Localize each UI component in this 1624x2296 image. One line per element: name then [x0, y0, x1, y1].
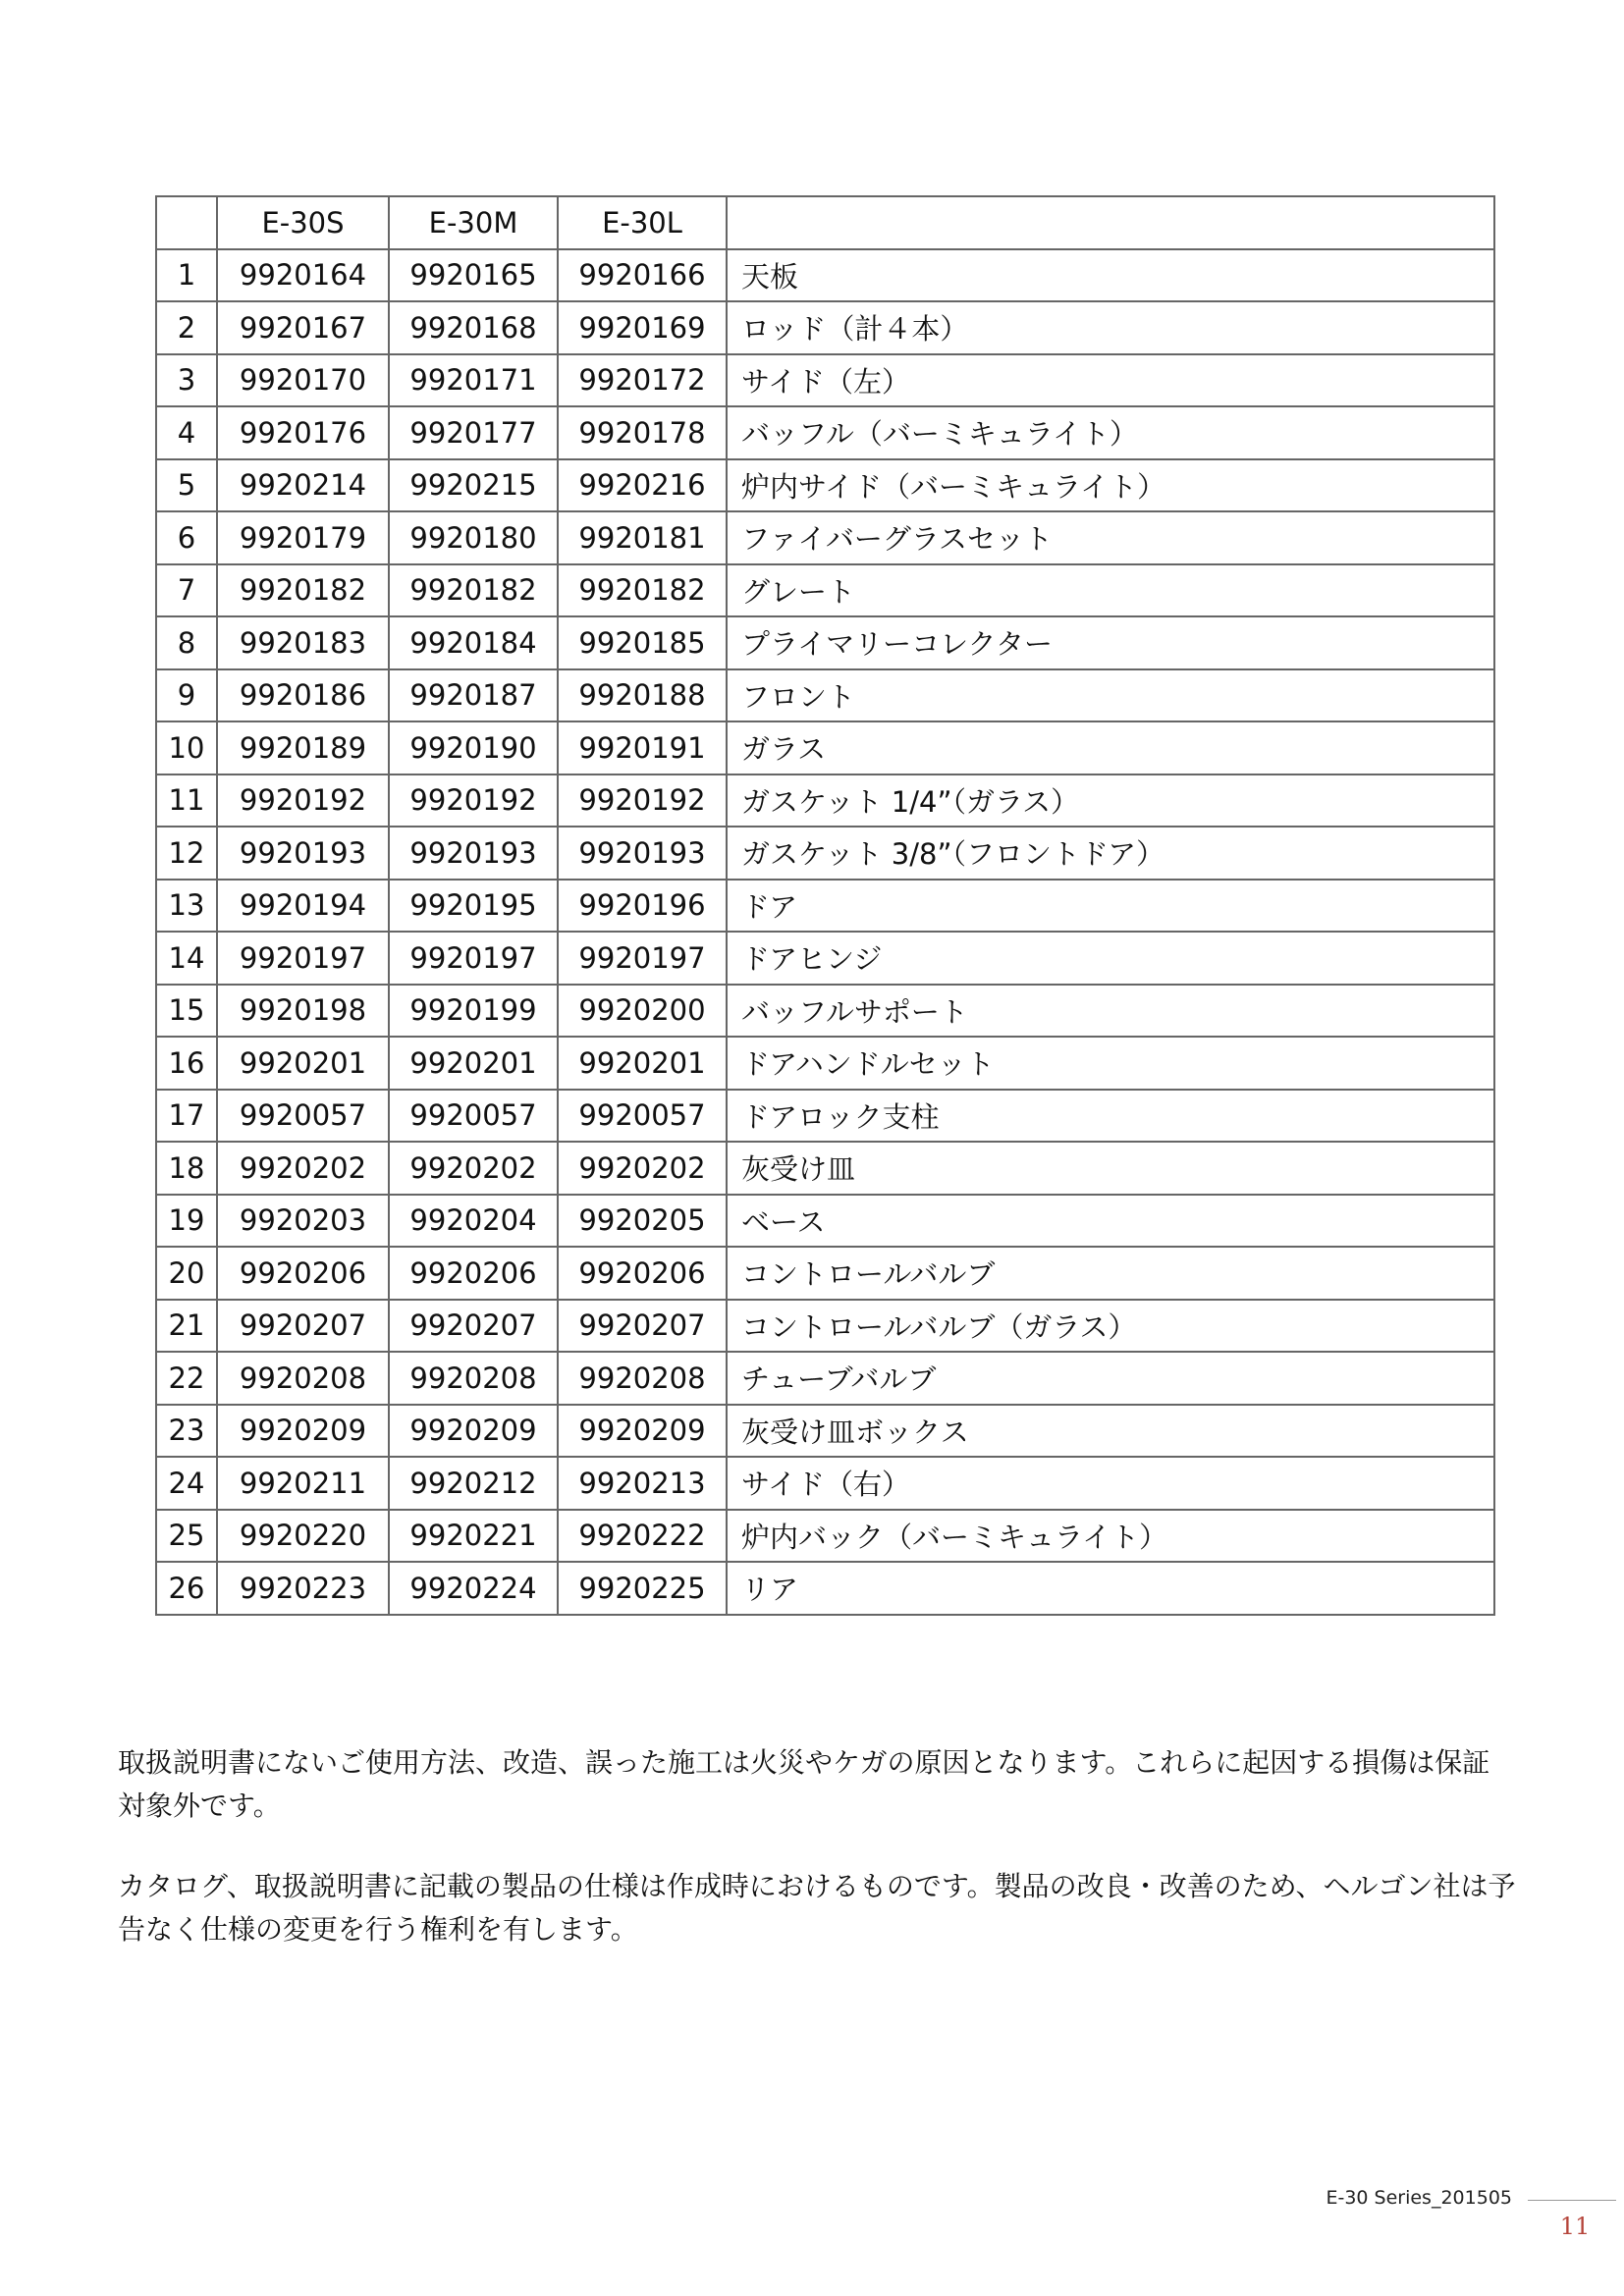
- part-number-e30l: 9920182: [558, 564, 727, 617]
- header-index: [156, 196, 217, 249]
- part-number-e30s: 9920220: [217, 1510, 389, 1563]
- table-row: [156, 774, 1494, 828]
- part-number-e30m: 9920192: [389, 774, 558, 828]
- row-index: 13: [156, 880, 217, 933]
- table-row: [156, 985, 1494, 1038]
- part-number-e30s: 9920186: [217, 669, 389, 722]
- row-index: 18: [156, 1142, 217, 1195]
- row-index: 25: [156, 1510, 217, 1563]
- part-number-e30m: 9920202: [389, 1142, 558, 1195]
- part-description: ベース: [727, 1195, 1494, 1248]
- part-number-e30m: 9920206: [389, 1247, 558, 1300]
- part-description: 炉内サイド（バーミキュライト）: [727, 459, 1494, 512]
- row-index: 16: [156, 1037, 217, 1090]
- part-number-e30l: 9920188: [558, 669, 727, 722]
- footer-rule: [1528, 2200, 1616, 2201]
- table-row: [156, 1037, 1494, 1090]
- part-number-e30s: 9920211: [217, 1457, 389, 1510]
- header-e30s: E-30S: [217, 196, 389, 249]
- table-row: [156, 301, 1494, 354]
- part-number-e30s: 9920164: [217, 249, 389, 302]
- part-number-e30m: 9920208: [389, 1352, 558, 1405]
- table-row: [156, 1247, 1494, 1300]
- part-number-e30m: 9920199: [389, 985, 558, 1038]
- table-body: [156, 249, 1494, 1615]
- table-row: [156, 249, 1494, 302]
- part-description: リア: [727, 1562, 1494, 1615]
- part-description: バッフル（バーミキュライト）: [727, 406, 1494, 459]
- part-description: ガスケット 3/8”（フロントドア）: [727, 827, 1494, 880]
- table-row: [156, 1090, 1494, 1143]
- part-number-e30m: 9920193: [389, 827, 558, 880]
- part-number-e30s: 9920193: [217, 827, 389, 880]
- part-number-e30m: 9920165: [389, 249, 558, 302]
- part-number-e30l: 9920172: [558, 354, 727, 407]
- table-row: [156, 880, 1494, 933]
- part-description: 灰受け皿ボックス: [727, 1405, 1494, 1458]
- row-index: 26: [156, 1562, 217, 1615]
- row-index: 19: [156, 1195, 217, 1248]
- part-number-e30m: 9920177: [389, 406, 558, 459]
- part-description: ドアヒンジ: [727, 932, 1494, 985]
- part-number-e30l: 9920196: [558, 880, 727, 933]
- part-number-e30l: 9920178: [558, 406, 727, 459]
- part-description: バッフルサポート: [727, 985, 1494, 1038]
- table-row: [156, 1562, 1494, 1615]
- warranty-note: 取扱説明書にないご使用方法、改造、誤った施工は火災やケガの原因となります。これらに起因する損傷は保証対象外です。: [118, 1746, 1490, 1822]
- part-number-e30l: 9920213: [558, 1457, 727, 1510]
- part-number-e30s: 9920202: [217, 1142, 389, 1195]
- table-row: [156, 932, 1494, 985]
- part-number-e30m: 9920209: [389, 1405, 558, 1458]
- part-number-e30m: 9920195: [389, 880, 558, 933]
- row-index: 9: [156, 669, 217, 722]
- row-index: 17: [156, 1090, 217, 1143]
- part-number-e30l: 9920057: [558, 1090, 727, 1143]
- row-index: 12: [156, 827, 217, 880]
- part-number-e30s: 9920170: [217, 354, 389, 407]
- part-number-e30s: 9920223: [217, 1562, 389, 1615]
- part-number-e30m: 9920171: [389, 354, 558, 407]
- part-description: コントロールバルブ: [727, 1247, 1494, 1300]
- row-index: 15: [156, 985, 217, 1038]
- header-description: [727, 196, 1494, 249]
- row-index: 3: [156, 354, 217, 407]
- part-number-e30m: 9920197: [389, 932, 558, 985]
- part-number-e30m: 9920182: [389, 564, 558, 617]
- part-number-e30s: 9920198: [217, 985, 389, 1038]
- row-index: 14: [156, 932, 217, 985]
- row-index: 7: [156, 564, 217, 617]
- part-number-e30m: 9920221: [389, 1510, 558, 1563]
- parts-table: [155, 195, 1495, 1616]
- part-description: ファイバーグラスセット: [727, 511, 1494, 564]
- part-number-e30l: 9920207: [558, 1300, 727, 1353]
- part-number-e30s: 9920182: [217, 564, 389, 617]
- part-number-e30l: 9920208: [558, 1352, 727, 1405]
- part-number-e30l: 9920192: [558, 774, 727, 828]
- row-index: 11: [156, 774, 217, 828]
- row-index: 20: [156, 1247, 217, 1300]
- part-description: ドアロック支柱: [727, 1090, 1494, 1143]
- part-description: サイド（左）: [727, 354, 1494, 407]
- part-number-e30s: 9920192: [217, 774, 389, 828]
- part-number-e30s: 9920214: [217, 459, 389, 512]
- specification-note: カタログ、取扱説明書に記載の製品の仕様は作成時におけるものです。製品の改良・改善のため、ヘルゴン社は予告なく仕様の変更を行う権利を有します。: [118, 1870, 1516, 1946]
- part-description: チューブバルブ: [727, 1352, 1494, 1405]
- table-row: [156, 669, 1494, 722]
- part-number-e30s: 9920206: [217, 1247, 389, 1300]
- row-index: 22: [156, 1352, 217, 1405]
- part-description: ドアハンドルセット: [727, 1037, 1494, 1090]
- part-number-e30s: 9920179: [217, 511, 389, 564]
- part-description: 炉内バック（バーミキュライト）: [727, 1510, 1494, 1563]
- part-number-e30s: 9920208: [217, 1352, 389, 1405]
- page-number: 11: [1559, 2213, 1591, 2240]
- header-e30l: E-30L: [558, 196, 727, 249]
- part-number-e30m: 9920215: [389, 459, 558, 512]
- part-number-e30l: 9920185: [558, 616, 727, 669]
- part-number-e30l: 9920191: [558, 721, 727, 774]
- part-number-e30l: 9920197: [558, 932, 727, 985]
- part-description: グレート: [727, 564, 1494, 617]
- part-number-e30l: 9920205: [558, 1195, 727, 1248]
- table-row: [156, 1510, 1494, 1563]
- part-number-e30s: 9920203: [217, 1195, 389, 1248]
- row-index: 6: [156, 511, 217, 564]
- part-number-e30l: 9920225: [558, 1562, 727, 1615]
- part-number-e30m: 9920224: [389, 1562, 558, 1615]
- part-description: ガラス: [727, 721, 1494, 774]
- part-number-e30s: 9920207: [217, 1300, 389, 1353]
- row-index: 2: [156, 301, 217, 354]
- part-number-e30m: 9920190: [389, 721, 558, 774]
- part-number-e30s: 9920189: [217, 721, 389, 774]
- part-number-e30l: 9920216: [558, 459, 727, 512]
- part-number-e30m: 9920184: [389, 616, 558, 669]
- part-number-e30l: 9920166: [558, 249, 727, 302]
- part-description: フロント: [727, 669, 1494, 722]
- row-index: 1: [156, 249, 217, 302]
- part-number-e30s: 9920057: [217, 1090, 389, 1143]
- table-row: [156, 459, 1494, 512]
- part-number-e30m: 9920207: [389, 1300, 558, 1353]
- part-description: プライマリーコレクター: [727, 616, 1494, 669]
- part-number-e30l: 9920209: [558, 1405, 727, 1458]
- part-number-e30l: 9920202: [558, 1142, 727, 1195]
- row-index: 23: [156, 1405, 217, 1458]
- part-description: ロッド（計４本）: [727, 301, 1494, 354]
- table-row: [156, 1142, 1494, 1195]
- part-description: ガスケット 1/4”（ガラス）: [727, 774, 1494, 828]
- table-header-row: [156, 196, 1494, 249]
- part-number-e30l: 9920181: [558, 511, 727, 564]
- part-number-e30l: 9920222: [558, 1510, 727, 1563]
- row-index: 24: [156, 1457, 217, 1510]
- footer-series-label: E-30 Series_201505: [1326, 2187, 1512, 2209]
- part-description: 天板: [727, 249, 1494, 302]
- part-number-e30s: 9920176: [217, 406, 389, 459]
- row-index: 10: [156, 721, 217, 774]
- part-number-e30m: 9920180: [389, 511, 558, 564]
- table-row: [156, 564, 1494, 617]
- table-row: [156, 511, 1494, 564]
- row-index: 5: [156, 459, 217, 512]
- part-number-e30m: 9920168: [389, 301, 558, 354]
- table-row: [156, 1195, 1494, 1248]
- row-index: 4: [156, 406, 217, 459]
- part-number-e30s: 9920201: [217, 1037, 389, 1090]
- part-number-e30l: 9920200: [558, 985, 727, 1038]
- part-number-e30s: 9920197: [217, 932, 389, 985]
- part-number-e30m: 9920187: [389, 669, 558, 722]
- table-row: [156, 1352, 1494, 1405]
- part-number-e30s: 9920209: [217, 1405, 389, 1458]
- table-row: [156, 1300, 1494, 1353]
- part-number-e30m: 9920212: [389, 1457, 558, 1510]
- part-number-e30l: 9920193: [558, 827, 727, 880]
- part-number-e30l: 9920169: [558, 301, 727, 354]
- header-e30m: E-30M: [389, 196, 558, 249]
- table-row: [156, 1405, 1494, 1458]
- part-number-e30m: 9920204: [389, 1195, 558, 1248]
- part-number-e30m: 9920057: [389, 1090, 558, 1143]
- part-number-e30s: 9920194: [217, 880, 389, 933]
- part-number-e30l: 9920201: [558, 1037, 727, 1090]
- part-number-e30m: 9920201: [389, 1037, 558, 1090]
- part-number-e30l: 9920206: [558, 1247, 727, 1300]
- table-row: [156, 721, 1494, 774]
- row-index: 8: [156, 616, 217, 669]
- part-number-e30s: 9920167: [217, 301, 389, 354]
- part-number-e30s: 9920183: [217, 616, 389, 669]
- part-description: ドア: [727, 880, 1494, 933]
- part-description: 灰受け皿: [727, 1142, 1494, 1195]
- table-row: [156, 354, 1494, 407]
- table-row: [156, 827, 1494, 880]
- part-description: コントロールバルブ（ガラス）: [727, 1300, 1494, 1353]
- table-row: [156, 1457, 1494, 1510]
- table-row: [156, 406, 1494, 459]
- table-row: [156, 616, 1494, 669]
- row-index: 21: [156, 1300, 217, 1353]
- part-description: サイド（右）: [727, 1457, 1494, 1510]
